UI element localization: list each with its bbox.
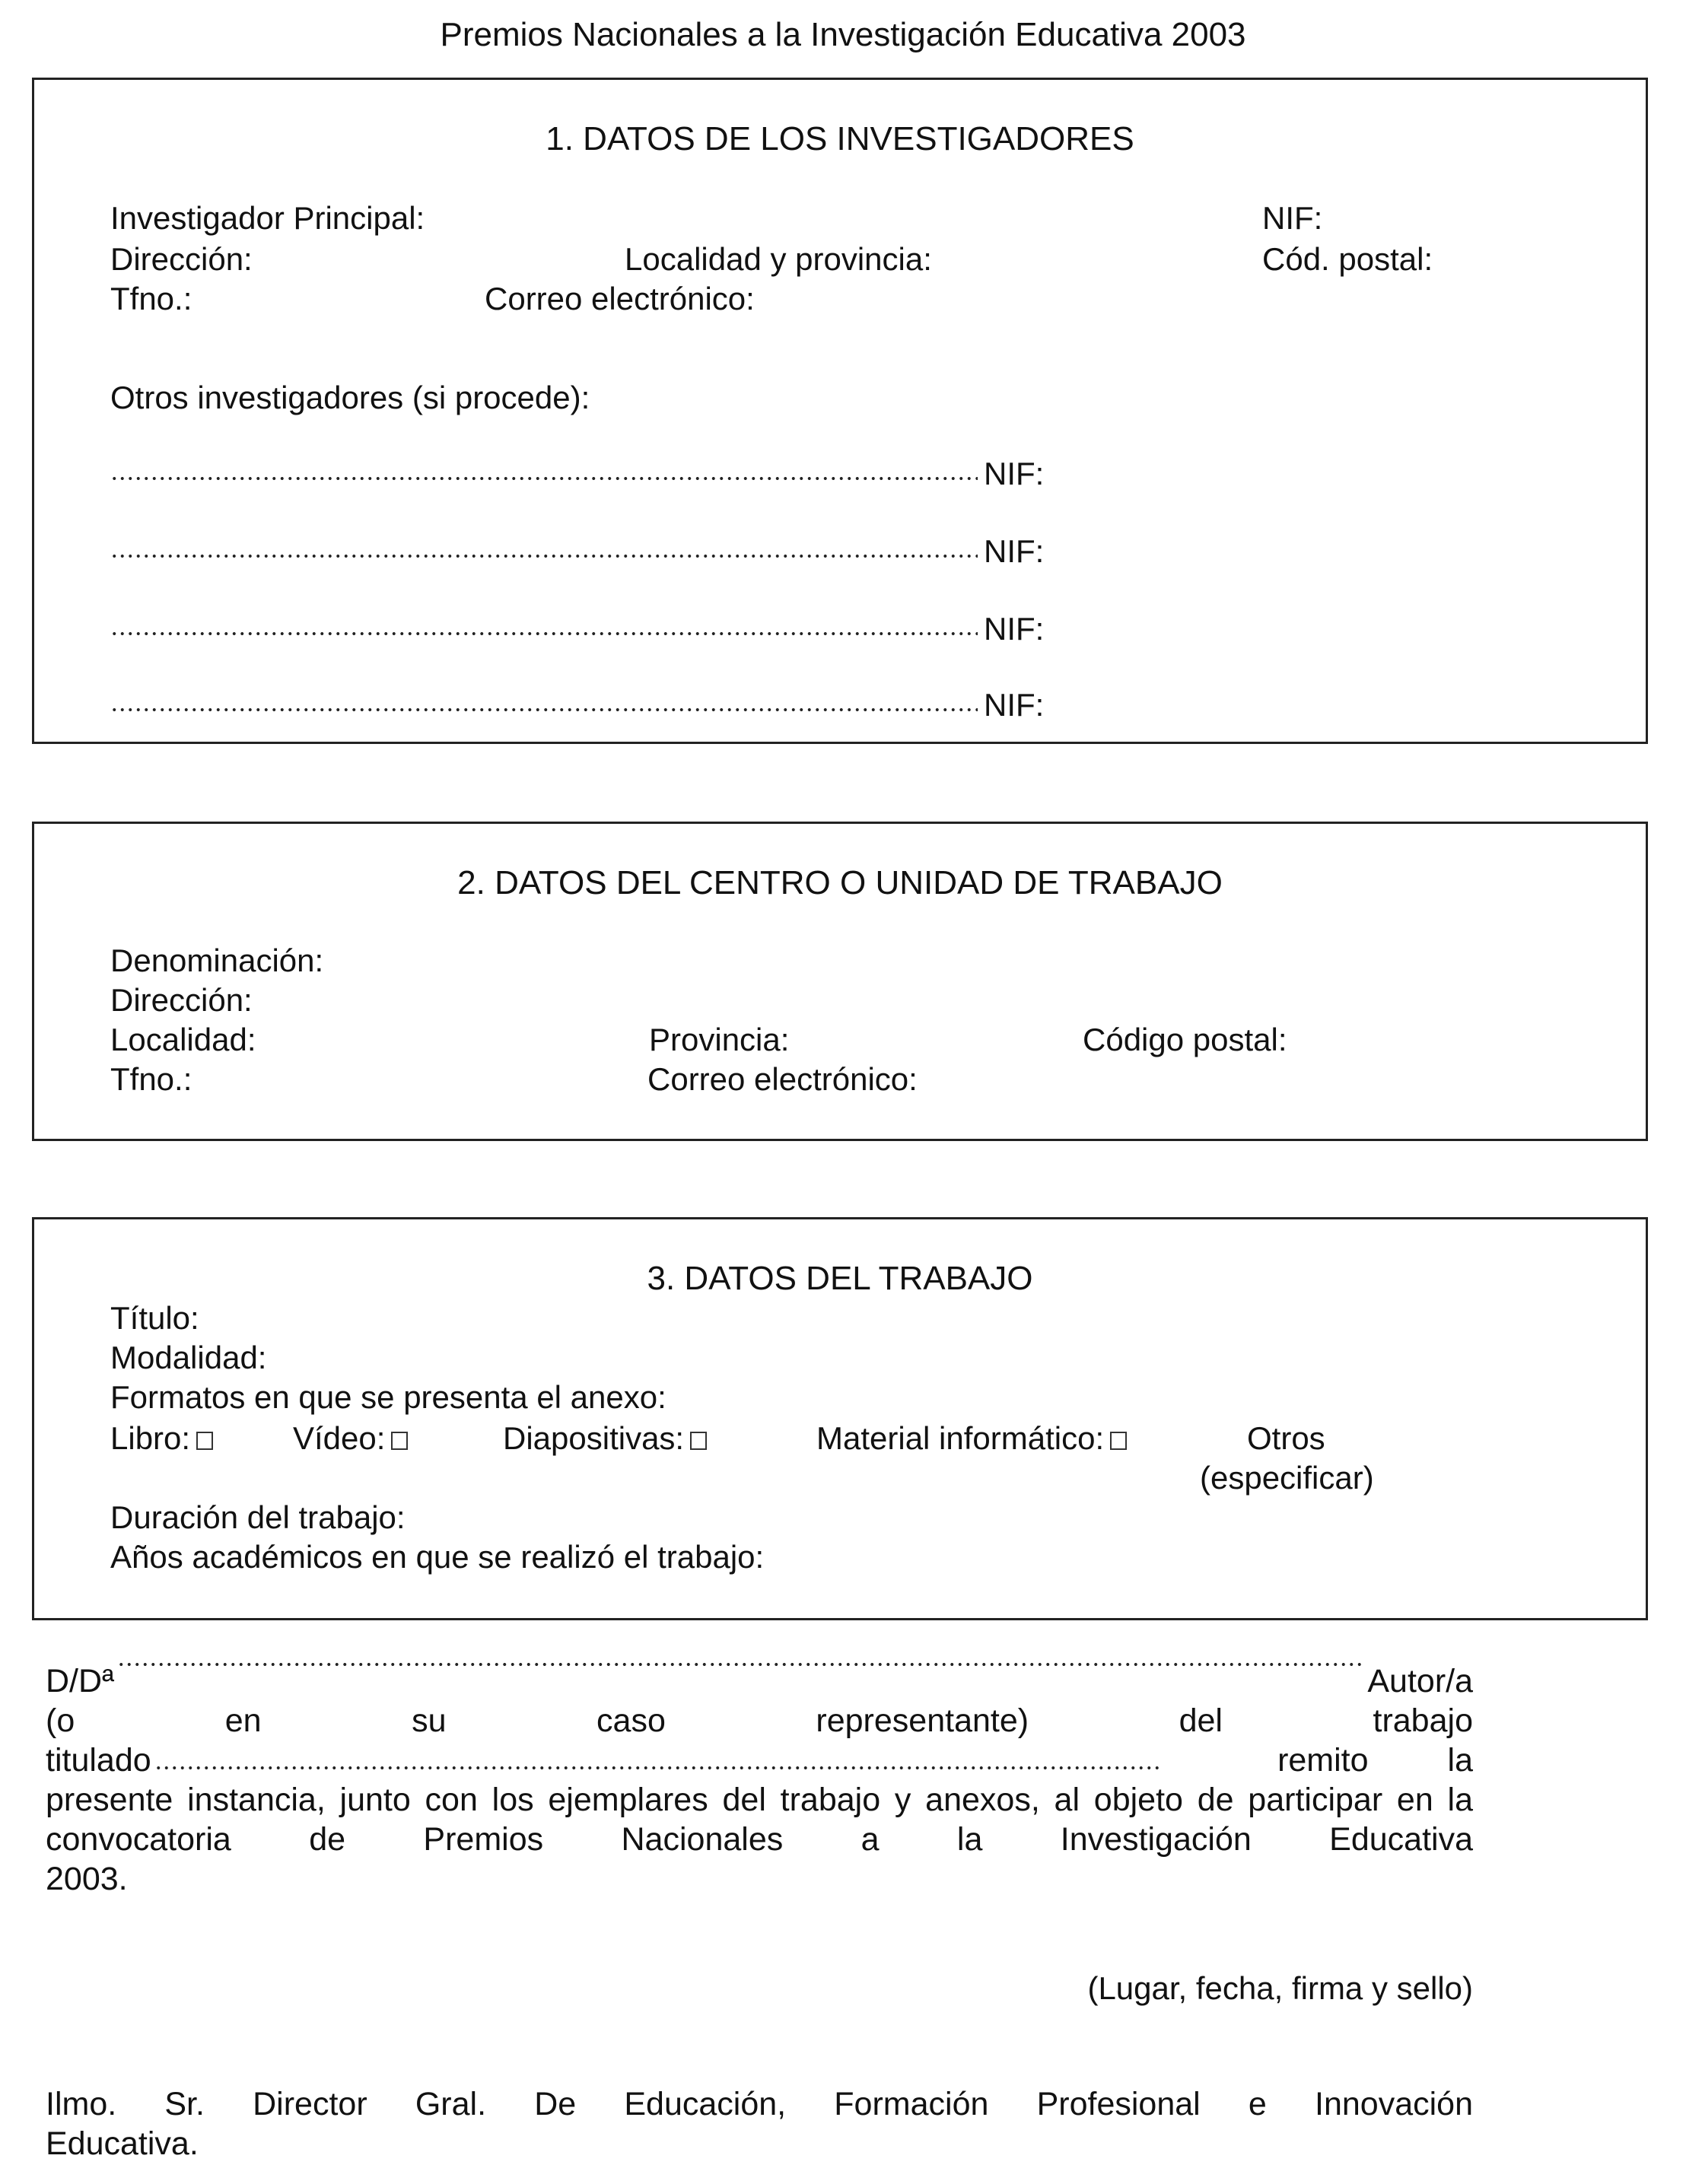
autor-label: Autor/a (1367, 1663, 1473, 1699)
format-material (816, 1419, 1133, 1458)
diapositivas-checkbox[interactable] (690, 1432, 707, 1450)
la-label: la (1447, 1742, 1473, 1779)
otros-nif-label: NIF: (984, 533, 1045, 569)
especificar-label: (especificar) (1200, 1460, 1374, 1496)
otros-investigadores-label: Otros investigadores (si procede): (110, 380, 590, 415)
declaration-year: 2003. (46, 1861, 128, 1897)
section-3-title: 3. DATOS DEL TRABAJO (647, 1260, 1033, 1297)
declaration-line (46, 1661, 1473, 1701)
otros-label: Otros (1247, 1420, 1325, 1456)
addressee-end: Educativa. (46, 2125, 199, 2162)
nif-label: NIF: (1262, 200, 1323, 236)
video-label: Vídeo: (293, 1420, 386, 1456)
lugar-fecha-firma-label: (Lugar, fecha, firma y sello) (1087, 1970, 1473, 2006)
otros-nif-label: NIF: (984, 611, 1045, 647)
declaration-word: en (224, 1702, 262, 1739)
declaration-line (46, 1741, 1473, 1780)
section-trabajo (32, 1217, 1648, 1620)
declaration-word: caso (596, 1702, 666, 1739)
correo-label: Correo electrónico: (647, 1061, 918, 1097)
declaration-word: del (1179, 1702, 1223, 1739)
section-centro (32, 822, 1648, 1141)
section-1-title: 1. DATOS DE LOS INVESTIGADORES (546, 120, 1134, 157)
format-libro (110, 1419, 219, 1458)
declaration-word: (o (46, 1702, 75, 1739)
declaration-body: presente instancia, junto con los ejemplares del trabajo y anexos, al objeto de participar en la convocatoria de Premios Nacionales a la Investigación Educativa (46, 1782, 1473, 1858)
addressee (46, 2084, 1473, 2163)
declaration-word: trabajo (1373, 1702, 1473, 1739)
d-da-label: D/Dª (46, 1663, 114, 1699)
titulado-label: titulado (46, 1742, 151, 1779)
provincia-label: Provincia: (649, 1022, 790, 1057)
libro-checkbox[interactable] (196, 1432, 213, 1450)
declaration-paragraph (46, 1661, 1473, 1899)
modalidad-label: Modalidad: (110, 1340, 267, 1375)
declaration-word: su (412, 1702, 447, 1739)
remito-label: remito (1277, 1742, 1369, 1779)
format-video (293, 1419, 414, 1458)
addressee-line: Ilmo. Sr. Director Gral. De Educación, Formación Profesional e Innovación (46, 2086, 1473, 2122)
denominacion-label: Denominación: (110, 943, 324, 978)
dotted-fill-line (154, 1765, 1159, 1771)
material-checkbox[interactable] (1110, 1432, 1127, 1450)
declaration-line (46, 1701, 1473, 1741)
direccion-label: Dirección: (110, 241, 253, 277)
dotted-fill-line (110, 475, 978, 482)
section-investigadores (32, 78, 1648, 744)
otros-nif-label: NIF: (984, 456, 1045, 491)
dotted-fill-line (110, 707, 978, 713)
formatos-label: Formatos en que se presenta el anexo: (110, 1379, 666, 1415)
tfno-label: Tfno.: (110, 1061, 192, 1097)
diapositivas-label: Diapositivas: (503, 1420, 685, 1456)
otros-nif-label: NIF: (984, 687, 1045, 723)
direccion-label: Dirección: (110, 982, 253, 1018)
dotted-fill-line (117, 1661, 1364, 1667)
section-2-title: 2. DATOS DEL CENTRO O UNIDAD DE TRABAJO (457, 864, 1223, 901)
anos-label: Años académicos en que se realizó el trabajo: (110, 1539, 765, 1575)
material-label: Material informático: (816, 1420, 1105, 1456)
localidad-provincia-label: Localidad y provincia: (625, 241, 932, 277)
declaration-word: representante) (816, 1702, 1029, 1739)
codigo-postal-label: Código postal: (1083, 1022, 1287, 1057)
localidad-label: Localidad: (110, 1022, 256, 1057)
video-checkbox[interactable] (391, 1432, 408, 1450)
cod-postal-label: Cód. postal: (1262, 241, 1433, 277)
correo-label: Correo electrónico: (485, 281, 755, 316)
duracion-label: Duración del trabajo: (110, 1499, 406, 1535)
dotted-fill-line (110, 553, 978, 559)
titulo-label: Título: (110, 1300, 199, 1336)
tfno-label: Tfno.: (110, 281, 192, 316)
document-title: Premios Nacionales a la Investigación Educativa 2003 (440, 16, 1246, 53)
investigador-principal-label: Investigador Principal: (110, 200, 425, 236)
libro-label: Libro: (110, 1420, 191, 1456)
format-diapositivas (503, 1419, 713, 1458)
dotted-fill-line (110, 631, 978, 637)
